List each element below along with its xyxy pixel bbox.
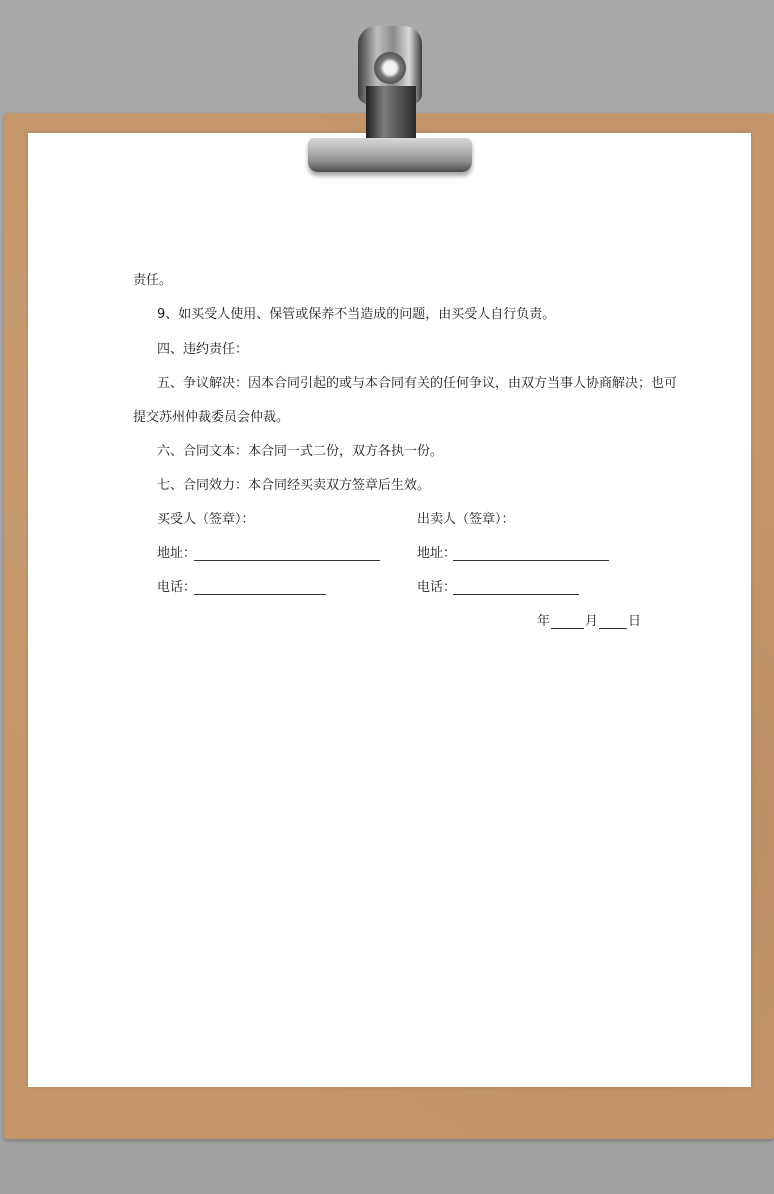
paragraph-line: 提交苏州仲裁委员会仲裁。 — [133, 410, 290, 425]
clip-neck — [366, 86, 416, 146]
date-day-label: 日 — [628, 614, 642, 629]
clip-ring-hole — [374, 52, 406, 84]
paragraph-line: 9、如买受人使用、保管或保养不当造成的问题，由买受人自行负责。 — [157, 307, 556, 322]
buyer-phone-blank[interactable] — [194, 594, 326, 595]
paragraph-line: 七、合同效力：本合同经买卖双方签章后生效。 — [157, 478, 431, 493]
seller-phone-blank[interactable] — [453, 594, 579, 595]
seller-address-label: 地址： — [417, 546, 457, 561]
paragraph-line: 五、争议解决：因本合同引起的或与本合同有关的任何争议，由双方当事人协商解决；也可 — [157, 376, 678, 391]
seller-signature-label: 出卖人（签章）： — [417, 512, 515, 527]
seller-phone-label: 电话： — [417, 580, 457, 595]
buyer-signature-label: 买受人（签章）： — [157, 512, 255, 527]
buyer-address-blank[interactable] — [194, 560, 380, 561]
binder-clip — [300, 26, 480, 178]
date-month-blank[interactable] — [599, 628, 627, 629]
date-month-label: 月 — [585, 614, 599, 629]
clip-plate — [308, 138, 472, 172]
date-year-blank[interactable] — [551, 628, 584, 629]
section-heading: 四、违约责任： — [157, 342, 249, 357]
buyer-address-label: 地址： — [157, 546, 197, 561]
buyer-phone-label: 电话： — [157, 580, 197, 595]
seller-address-blank[interactable] — [453, 560, 609, 561]
paragraph-line: 责任。 — [133, 273, 173, 288]
date-year-label: 年 — [537, 614, 551, 629]
paragraph-line: 六、合同文本：本合同一式二份，双方各执一份。 — [157, 444, 444, 459]
